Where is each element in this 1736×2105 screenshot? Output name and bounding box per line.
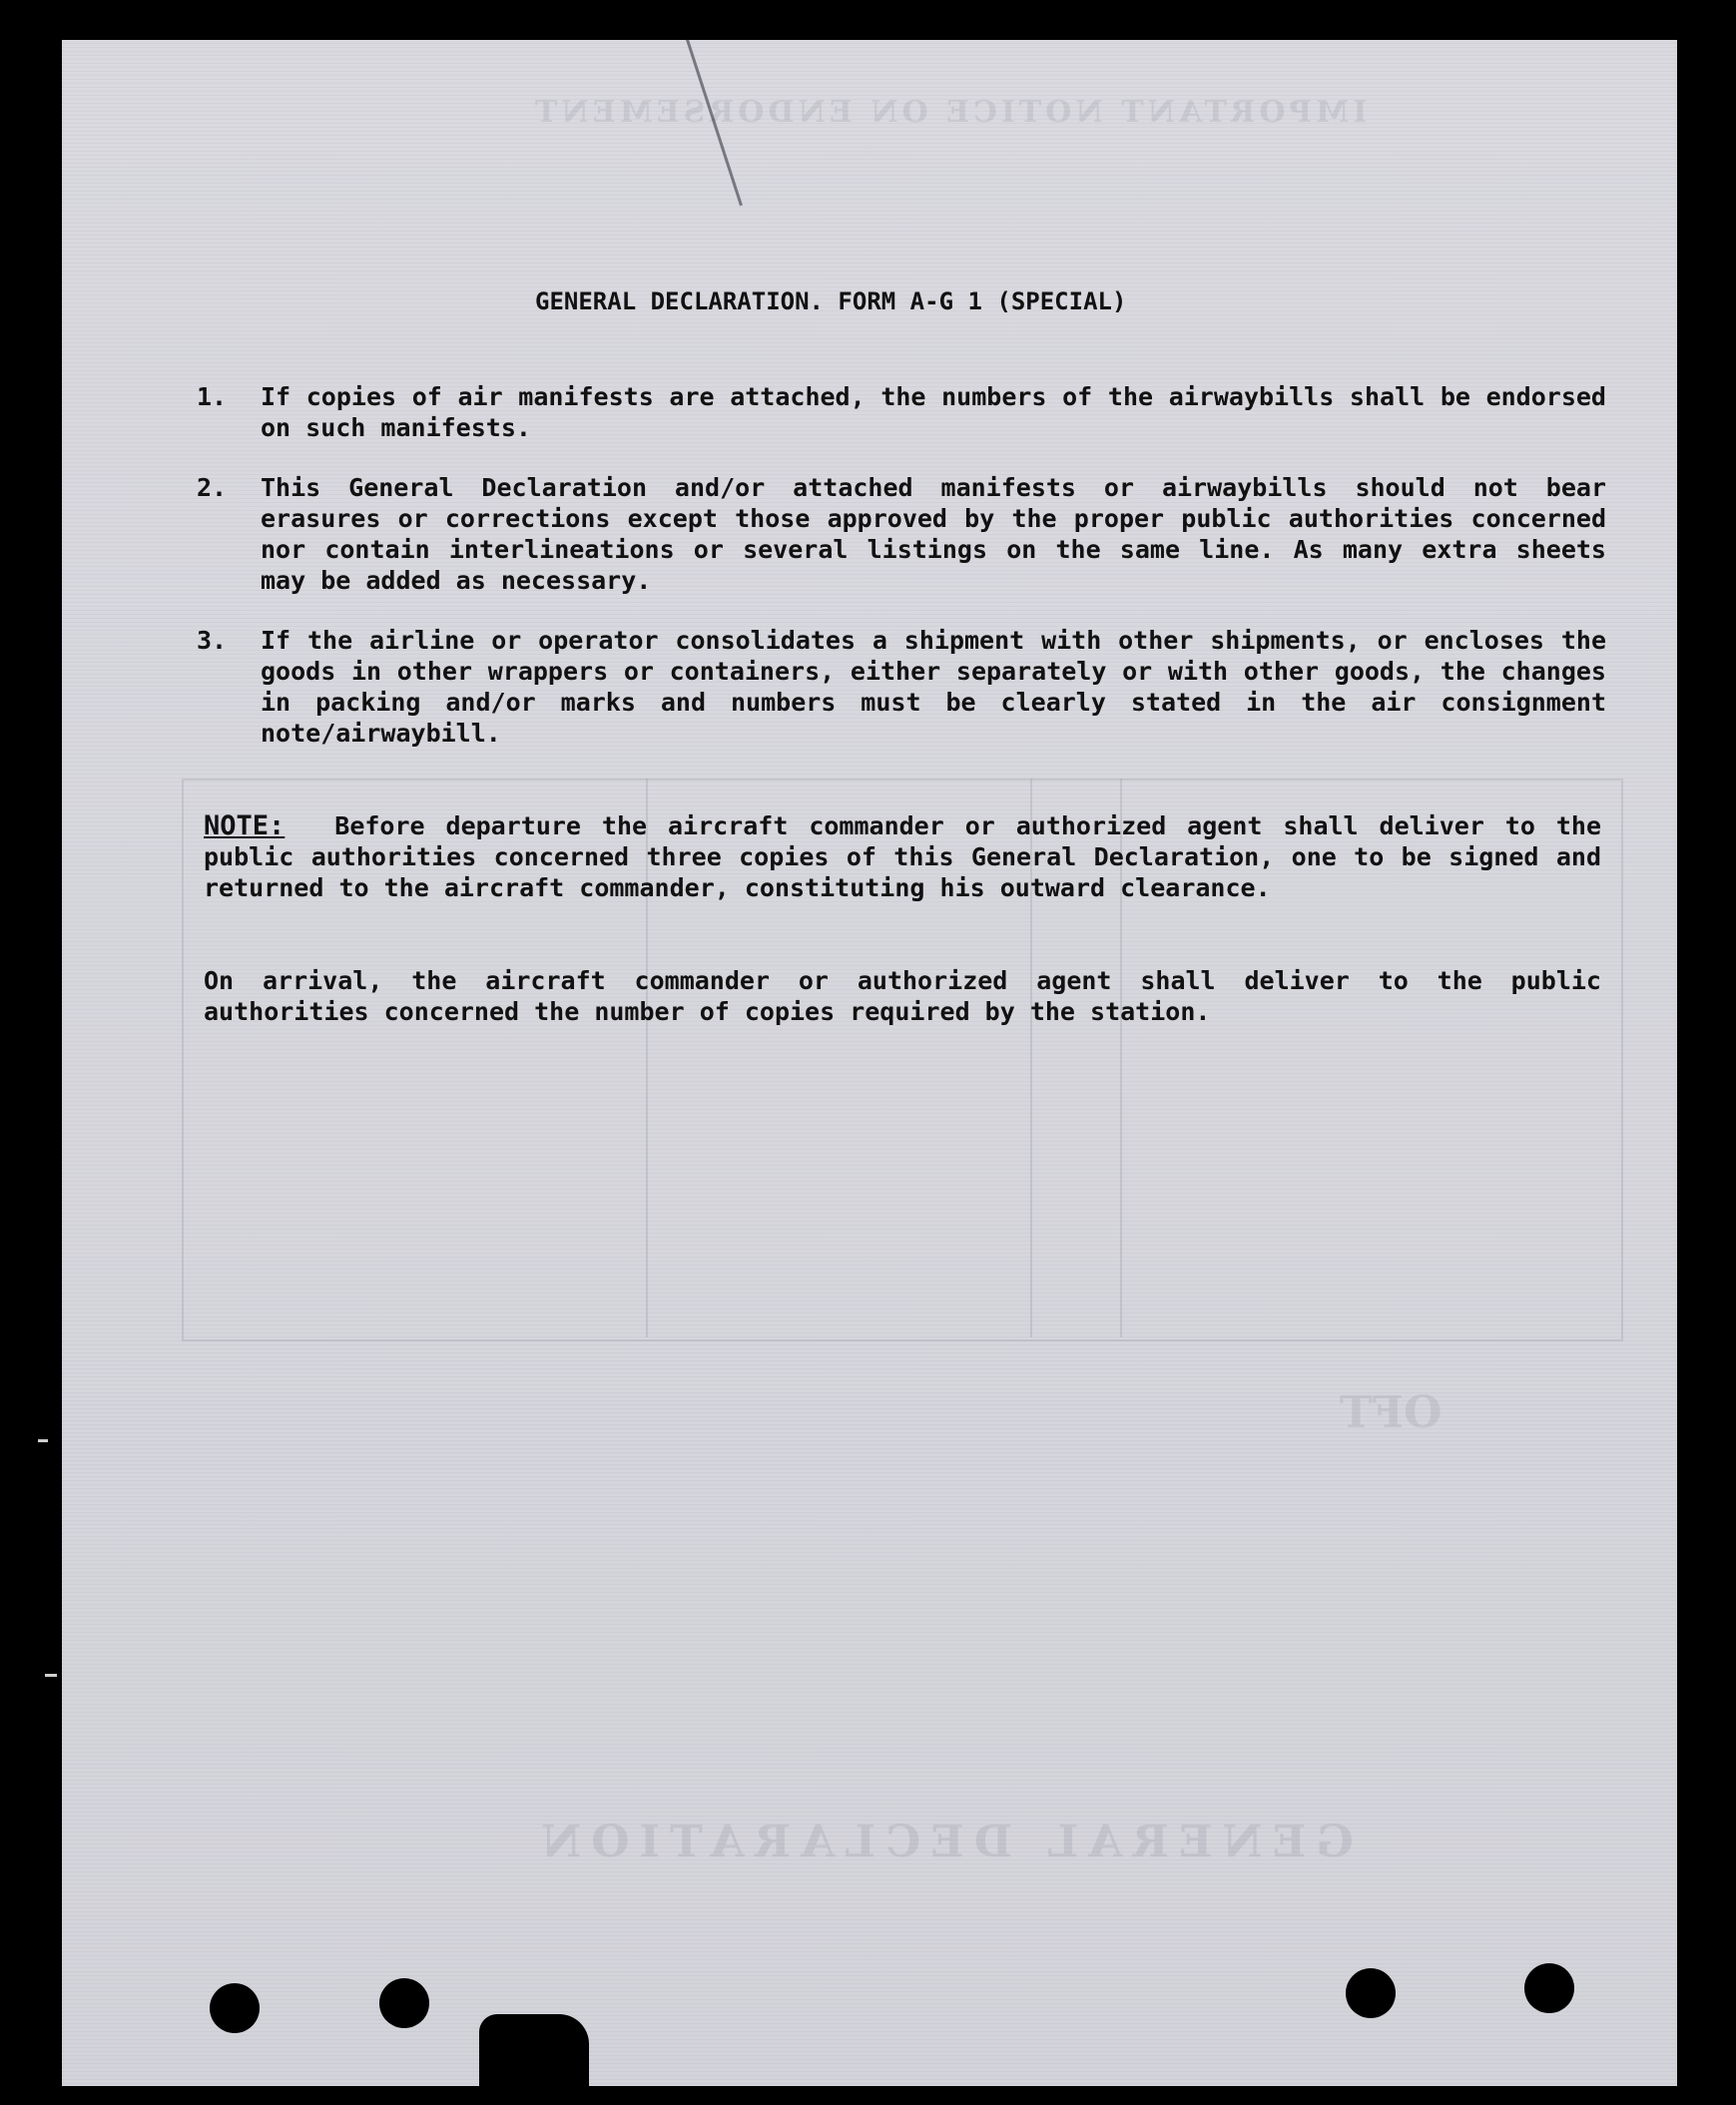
bleed-through-heading: IMPORTANT NOTICE ON ENDORSEMENT	[531, 95, 1368, 130]
item-text: If copies of air manifests are attached, the numbers of the airwaybills shall be endorsed on such manifests.	[261, 382, 1606, 442]
item-text: This General Declaration and/or attached manifests or airwaybills should not bear erasures or corrections except those approved by the proper public authorities concerned nor contain interlineations or several listings on the same line. As many extra sheets may be added as necessary.	[261, 473, 1606, 595]
item-number: 3.	[197, 626, 228, 655]
punch-hole	[1346, 1968, 1396, 2018]
punch-hole	[210, 1983, 260, 2033]
note-paragraph	[204, 810, 1601, 903]
document-page	[62, 40, 1677, 2086]
film-edge-mark	[38, 1439, 48, 1442]
punch-hole	[1524, 1963, 1574, 2013]
document-title: GENERAL DECLARATION. FORM A-G 1 (SPECIAL)	[535, 287, 1127, 315]
item-number: 1.	[197, 382, 228, 411]
item-text: If the airline or operator consolidates a shipment with other shipments, or encloses the goods in other wrappers or containers, either separately or with other goods, the changes in packing and/or marks and numbers must be clearly stated in the air consignment note/airwaybill.	[261, 626, 1606, 748]
torn-corner	[479, 2014, 589, 2086]
note-label: NOTE:	[204, 810, 286, 841]
bleed-through-large-text: GENERAL DECLARATION	[531, 1817, 1354, 1867]
punch-hole	[379, 1978, 429, 2028]
item-number: 2.	[197, 473, 228, 502]
film-edge-mark	[45, 1674, 57, 1677]
bleed-through-number: OFT	[1340, 1387, 1443, 1438]
note-text: Before departure the aircraft commander or authorized agent shall deliver to the public authorities concerned three copies of this General Declaration, one to be signed and returned to the aircraft commander, constituting his outward clearance.	[204, 811, 1601, 902]
arrival-paragraph: On arrival, the aircraft commander or authorized agent shall deliver to the public authorities concerned the number of copies required by the station.	[204, 966, 1601, 1026]
